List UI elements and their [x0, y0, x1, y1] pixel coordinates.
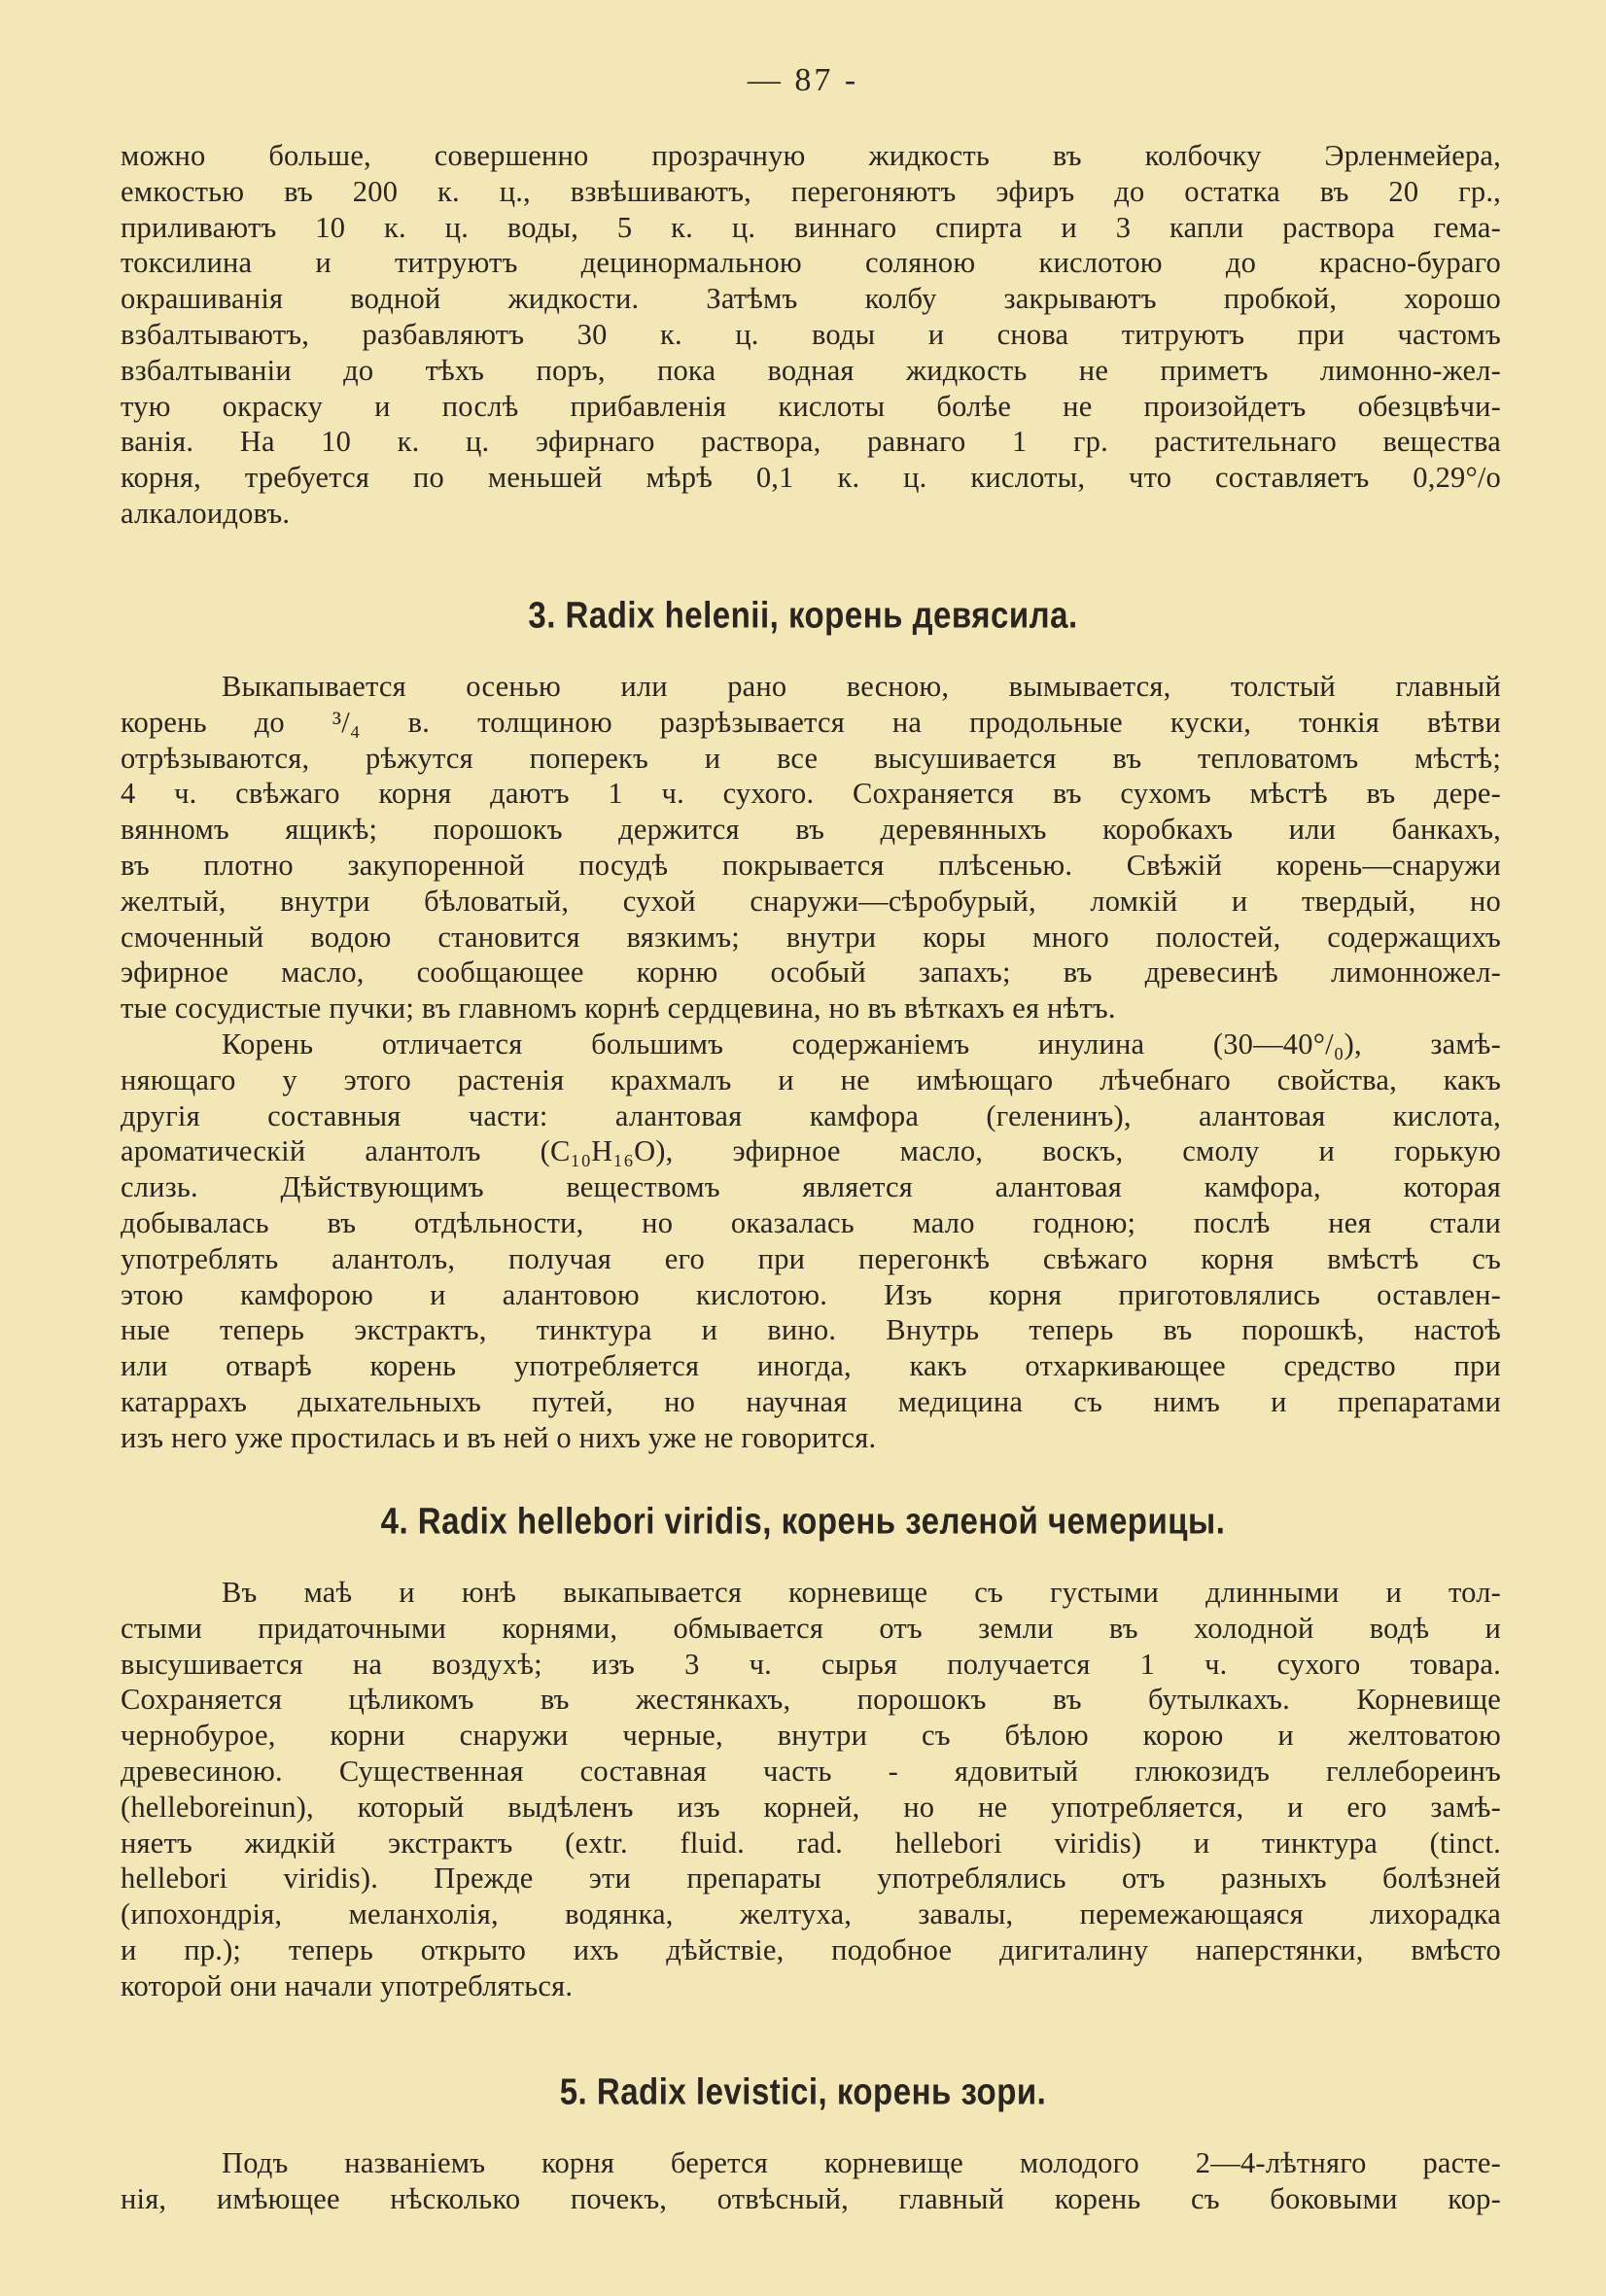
text-line: или отварѣ корень употребляется иногда, какъ отхаркивающее средство при: [121, 1349, 1501, 1383]
text-line: (helleboreinun), который выдѣленъ изъ корней, но не употребляется, и его замѣ-: [121, 1790, 1501, 1824]
text-line: ванія. На 10 к. ц. эфирнаго раствора, равнаго 1 гр. растительнаго вещества: [121, 425, 1501, 459]
text-line: взбалтываютъ, разбавляютъ 30 к. ц. воды и снова титруютъ при частомъ: [121, 317, 1501, 351]
text-line: нія, имѣющее нѣсколько почекъ, отвѣсный, главный корень съ боковыми кор-: [121, 2181, 1501, 2215]
text-line: желтый, внутри бѣловатый, сухой снаружи—сѣробурый, ломкій и твердый, но: [121, 884, 1501, 918]
text-line: алкалоидовъ.: [121, 496, 291, 530]
text-line: этою камфорою и алантовою кислотою. Изъ корня приготовлялись оставлен-: [121, 1277, 1501, 1311]
text-line: Сохраняется цѣликомъ въ жестянкахъ, порошокъ въ бутылкахъ. Корневище: [121, 1683, 1501, 1717]
text-line: употреблять алантолъ, получая его при перегонкѣ свѣжаго корня вмѣстѣ съ: [121, 1241, 1501, 1275]
text-line: слизь. Дѣйствующимъ веществомъ является алантовая камфора, которая: [121, 1170, 1501, 1204]
text-line: ные теперь экстрактъ, тинктура и вино. Внутрь теперь въ порошкѣ, настоѣ: [121, 1313, 1501, 1347]
text-line: вянномъ ящикѣ; порошокъ держится въ деревянныхъ коробкахъ или банкахъ,: [121, 813, 1501, 847]
page-number: — 87 -: [747, 62, 859, 98]
text-line: отрѣзываются, рѣжутся поперекъ и все высушивается въ тепловатомъ мѣстѣ;: [121, 741, 1501, 775]
text-line: ароматическій алантолъ (C₁₀H₁₆O), эфирное масло, воскъ, смолу и горькую: [121, 1134, 1501, 1168]
text-line: эфирное масло, сообщающее корню особый запахъ; въ древесинѣ лимонножел-: [121, 956, 1501, 990]
text-line: (ипохондрія, меланхолія, водянка, желтуха, завалы, перемежающаяся лихорадка: [121, 1897, 1501, 1931]
text-line: няющаго у этого растенія крахмалъ и не имѣющаго лѣчебнаго свойства, какъ: [121, 1062, 1501, 1096]
section-body-hellebori: [121, 1575, 1501, 2004]
text-line: тые сосудистые пучки; въ главномъ корнѣ сердцевина, но въ вѣткахъ ея нѣтъ.: [121, 991, 1116, 1026]
text-line: окрашиванія водной жидкости. Затѣмъ колбу закрываютъ пробкой, хорошо: [121, 282, 1501, 316]
text-line: hellebori viridis). Прежде эти препараты употреблялись отъ разныхъ болѣзней: [121, 1861, 1501, 1896]
text-line: древесиною. Существенная составная часть - ядовитый глюкозидъ геллебореинъ: [121, 1754, 1501, 1788]
text-line: взбалтываніи до тѣхъ поръ, пока водная жидкость не приметъ лимонно-жел-: [121, 353, 1501, 387]
text-line: няетъ жидкій экстрактъ (extr. fluid. rad. hellebori viridis) и тинктура (tinct.: [121, 1826, 1501, 1860]
text-line: въ плотно закупоренной посудѣ покрывается плѣсенью. Свѣжій корень—снаружи: [121, 848, 1501, 882]
text-line: смоченный водою становится вязкимъ; внутри коры много полостей, содержащихъ: [121, 920, 1501, 954]
section-body-helenii: [121, 669, 1501, 1456]
top-paragraph: [121, 138, 1501, 532]
text-line: другія составныя части: алантовая камфора (геленинъ), алантовая кислота,: [121, 1098, 1501, 1132]
text-line: добывалась въ отдѣльности, но оказалась мало годною; послѣ нея стали: [121, 1205, 1501, 1239]
text-line: и пр.); теперь открыто ихъ дѣйствіе, подобное дигиталину наперстянки, вмѣсто: [121, 1932, 1501, 1966]
text-line: корень до ³/₄ в. толщиною разрѣзывается на продольные куски, тонкія вѣтви: [121, 705, 1501, 739]
text-line: приливаютъ 10 к. ц. воды, 5 к. ц. виннаго спирта и 3 капли раствора гема-: [121, 210, 1501, 244]
text-line: Въ маѣ и юнѣ выкапывается корневище съ густыми длинными и тол-: [222, 1576, 1501, 1609]
text-line: которой они начали употребляться.: [121, 1968, 574, 2002]
text-line: изъ него уже простилась и въ ней о нихъ уже не говорится.: [121, 1420, 877, 1454]
text-line: тую окраску и послѣ прибавленія кислоты болѣе не произойдетъ обезцвѣчи-: [121, 389, 1501, 423]
text-line: корня, требуется по меньшей мѣрѣ 0,1 к. ц. кислоты, что составляетъ 0,29°/о: [121, 461, 1501, 495]
section-body-levistici: [121, 2145, 1501, 2217]
text-line: Выкапывается осенью или рано весною, вымывается, толстый главный: [222, 670, 1501, 703]
text-line: емкостью въ 200 к. ц., взвѣшиваютъ, перегоняютъ эфиръ до остатка въ 20 гр.,: [121, 174, 1501, 208]
text-line: можно больше, совершенно прозрачную жидкость въ колбочку Эрленмейера,: [121, 139, 1501, 172]
text-line: катаррахъ дыхательныхъ путей, но научная медицина съ нимъ и препаратами: [121, 1384, 1501, 1418]
section-heading-hellebori: 4. Radix hellebori viridis, корень зеленой чемерицы.: [380, 1500, 1226, 1542]
section-heading-levistici: 5. Radix levistici, корень зори.: [559, 2070, 1047, 2112]
text-line: 4 ч. свѣжаго корня даютъ 1 ч. сухого. Сохраняется въ сухомъ мѣстѣ въ дере-: [121, 777, 1501, 811]
text-line: высушивается на воздухѣ; изъ 3 ч. сырья получается 1 ч. сухого товара.: [121, 1647, 1501, 1681]
text-line: Подъ названіемъ корня берется корневище молодого 2—4-лѣтняго расте-: [222, 2146, 1501, 2179]
text-line: стыми придаточными корнями, обмывается отъ земли въ холодной водѣ и: [121, 1611, 1501, 1645]
text-line: Корень отличается большимъ содержаніемъ инулина (30—40°/₀), замѣ-: [222, 1026, 1501, 1061]
text-line: чернобурое, корни снаружи черные, внутри съ бѣлою корою и желтоватою: [121, 1719, 1501, 1753]
section-heading-helenii: 3. Radix helenii, корень девясила.: [528, 594, 1078, 636]
text-line: токсилина и титруютъ децинормальною соляною кислотою до красно-бураго: [121, 246, 1501, 280]
